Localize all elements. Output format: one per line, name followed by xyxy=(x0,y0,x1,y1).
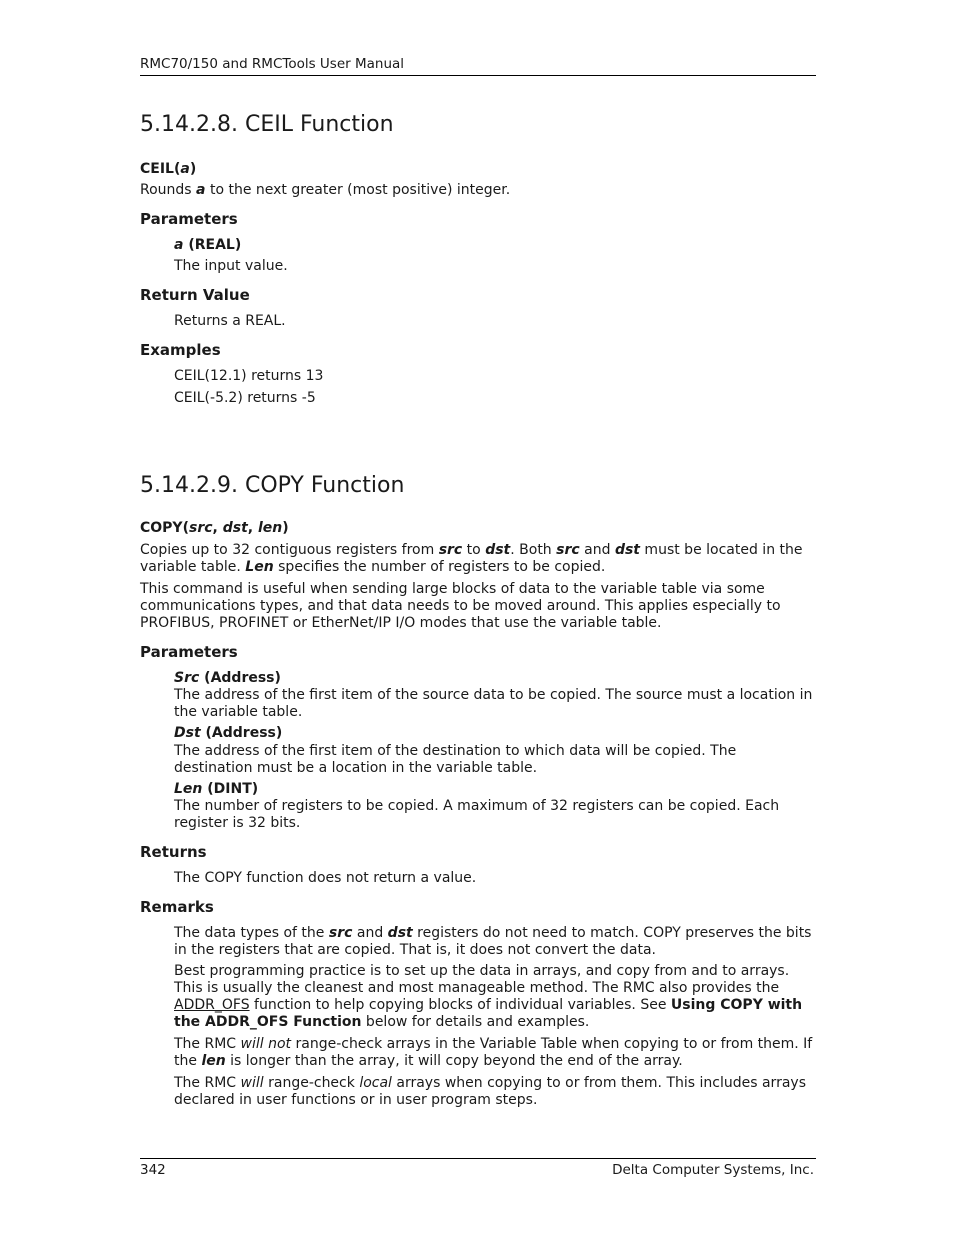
copy-intro-2: This command is useful when sending large blocks of data to the variable table via some communications types, and that data needs to be moved around. This applies especially to PROFIBUS, PROFINET or EtherNet/IP I/O modes that use the variable table. xyxy=(140,581,781,631)
copy-parameters-heading: Parameters xyxy=(140,643,238,661)
copy-heading: 5.14.2.9. COPY Function xyxy=(140,473,405,498)
copy-param-src: Src (Address) xyxy=(174,670,281,686)
ceil-signature: CEIL(a) xyxy=(140,161,197,177)
copy-remark-1: The data types of the src and dst registers do not need to match. COPY preserves the bits in the registers that are copied. That is, it does not convert the data. xyxy=(174,925,812,958)
footer-rule xyxy=(140,1158,816,1159)
copy-intro-1: Copies up to 32 contiguous registers from src to dst. Both src and dst must be located in the variable table. Len specifies the number of registers to be copied. xyxy=(140,542,803,575)
copy-remarks-heading: Remarks xyxy=(140,898,214,916)
copy-param-len-desc: The number of registers to be copied. A maximum of 32 registers can be copied. Each register is 32 bits. xyxy=(174,798,780,831)
copy-signature: COPY(src, dst, len) xyxy=(140,520,289,536)
footer-company: Delta Computer Systems, Inc. xyxy=(612,1162,814,1178)
copy-remark-2: Best programming practice is to set up the data in arrays, and copy from and to arrays. This is usually the cleanest and most manageable method. The RMC also provides the ADDR_OFS function to help copying blocks of individual variables. See Using COPY with the ADDR_OFS Function below for details and examples. xyxy=(174,963,803,1030)
copy-param-src-desc: The address of the first item of the source data to be copied. The source must a location in the variable table. xyxy=(174,687,813,720)
ceil-examples-heading: Examples xyxy=(140,341,221,359)
running-header: RMC70/150 and RMCTools User Manual xyxy=(140,56,405,72)
ceil-return-heading: Return Value xyxy=(140,286,250,304)
page-number: 342 xyxy=(140,1162,166,1178)
copy-returns-heading: Returns xyxy=(140,843,207,861)
ceil-example-2: CEIL(-5.2) returns -5 xyxy=(174,390,316,406)
ceil-param-a-desc: The input value. xyxy=(174,258,288,274)
ceil-parameters-heading: Parameters xyxy=(140,210,238,228)
ceil-example-1: CEIL(12.1) returns 13 xyxy=(174,368,324,384)
copy-param-dst: Dst (Address) xyxy=(174,725,283,741)
copy-param-dst-desc: The address of the first item of the destination to which data will be copied. The destination must be a location in the variable table. xyxy=(174,743,737,776)
copy-returns-text: The COPY function does not return a value. xyxy=(174,870,477,886)
copy-remark-3: The RMC will not range-check arrays in the Variable Table when copying to or from them. If the len is longer than the array, it will copy beyond the end of the array. xyxy=(174,1036,813,1069)
ceil-return-text: Returns a REAL. xyxy=(174,313,286,329)
copy-param-len: Len (DINT) xyxy=(174,781,259,797)
ceil-param-a: a (REAL) xyxy=(174,237,242,253)
header-rule xyxy=(140,75,816,76)
ceil-description: Rounds a to the next greater (most positive) integer. xyxy=(140,182,511,198)
ceil-heading: 5.14.2.8. CEIL Function xyxy=(140,112,394,137)
addr-ofs-link[interactable]: ADDR_OFS xyxy=(174,997,250,1013)
copy-remark-4: The RMC will range-check local arrays when copying to or from them. This includes arrays declared in user functions or in user program steps. xyxy=(174,1075,806,1108)
